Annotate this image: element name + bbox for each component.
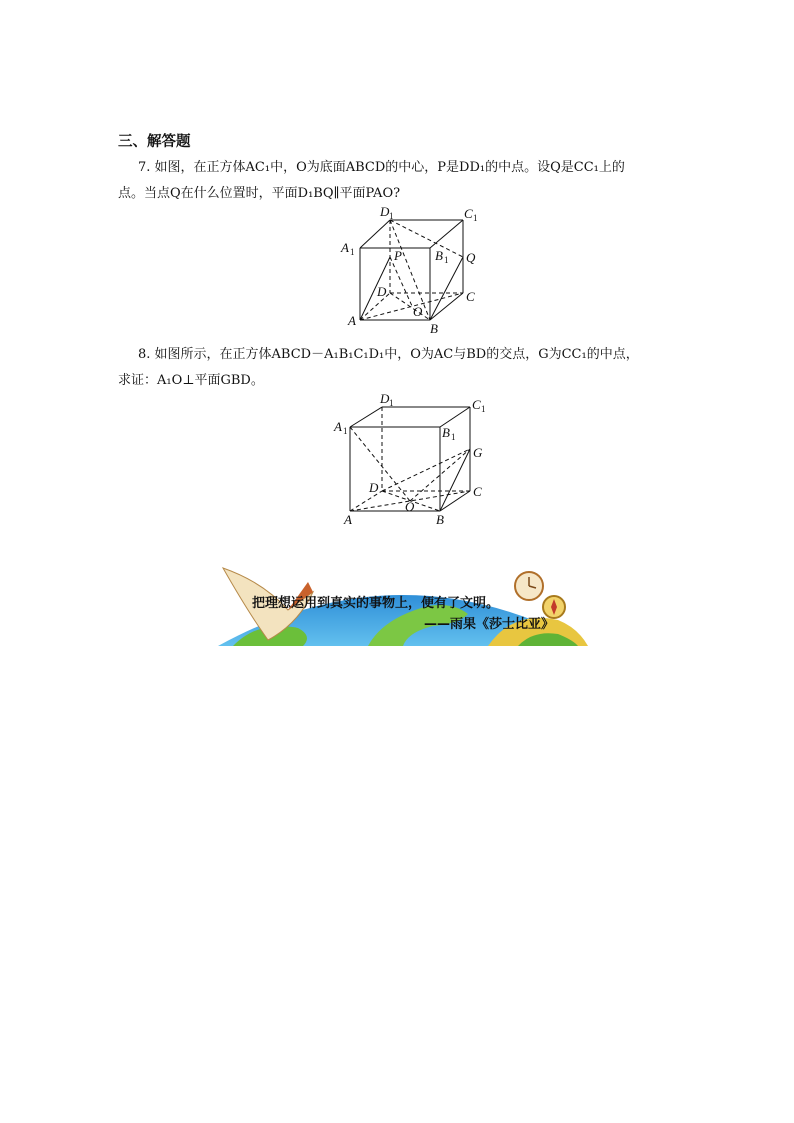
- label-A: A: [348, 313, 356, 328]
- problem-8-text-1: 如图所示，在正方体ABCD－A₁B₁C₁D₁中，O为AC与BD的交点，G为CC₁的中点，: [154, 347, 639, 362]
- banner-quote: 把理想运用到真实的事物上，便有了文明。: [252, 596, 500, 611]
- label-D1-sub: 1: [389, 211, 394, 221]
- problem-7-line-1: [118, 155, 688, 181]
- label-C1: C: [464, 206, 473, 221]
- label-C: C: [473, 484, 482, 499]
- problem-8: [118, 342, 688, 394]
- compass-icon: [543, 596, 565, 618]
- label-D: D: [369, 480, 379, 495]
- label-G: G: [473, 445, 483, 460]
- problem-7-number: 7.: [138, 160, 151, 175]
- problem-8-line-2: 求证：A₁O⊥平面GBD。: [118, 373, 264, 388]
- clock-icon: [515, 572, 543, 600]
- problem-7-line-2: 点。当点Q在什么位置时，平面D₁BQ∥平面PAO?: [118, 186, 401, 201]
- quote-banner: [218, 562, 588, 646]
- label-C1-sub: 1: [473, 213, 478, 223]
- label-P: P: [394, 248, 402, 263]
- label-D: D: [377, 284, 387, 299]
- label-B1-sub: 1: [451, 432, 456, 442]
- problem-8-line-1: [118, 342, 688, 368]
- label-A1: A: [334, 419, 342, 434]
- label-B1: B: [442, 425, 450, 440]
- label-B1-sub: 1: [444, 255, 449, 265]
- label-A1-sub: 1: [343, 426, 348, 436]
- label-A1-sub: 1: [350, 247, 355, 257]
- problem-8-number: 8.: [138, 347, 151, 362]
- problem-7-text-1: 如图，在正方体AC₁中，O为底面ABCD的中心，P是DD₁的中点。设Q是CC₁上的: [154, 160, 625, 175]
- label-O: O: [405, 499, 415, 514]
- label-D1-sub: 1: [389, 398, 394, 408]
- label-A1: A: [341, 240, 349, 255]
- label-B: B: [430, 321, 438, 336]
- label-C: C: [466, 289, 475, 304]
- section-title: 三、解答题: [118, 134, 191, 150]
- label-O: O: [413, 304, 423, 319]
- label-B: B: [436, 512, 444, 527]
- label-C1: C: [472, 397, 481, 412]
- label-D1: D: [380, 391, 390, 406]
- label-B1: B: [435, 248, 443, 263]
- label-D1: D: [380, 204, 390, 219]
- cube-figure-8: [330, 390, 500, 530]
- label-Q: Q: [466, 250, 476, 265]
- cube-figure-7: [330, 200, 490, 340]
- banner-attribution: ——雨果《莎士比亚》: [424, 617, 555, 632]
- label-C1-sub: 1: [481, 404, 486, 414]
- label-A: A: [344, 512, 352, 527]
